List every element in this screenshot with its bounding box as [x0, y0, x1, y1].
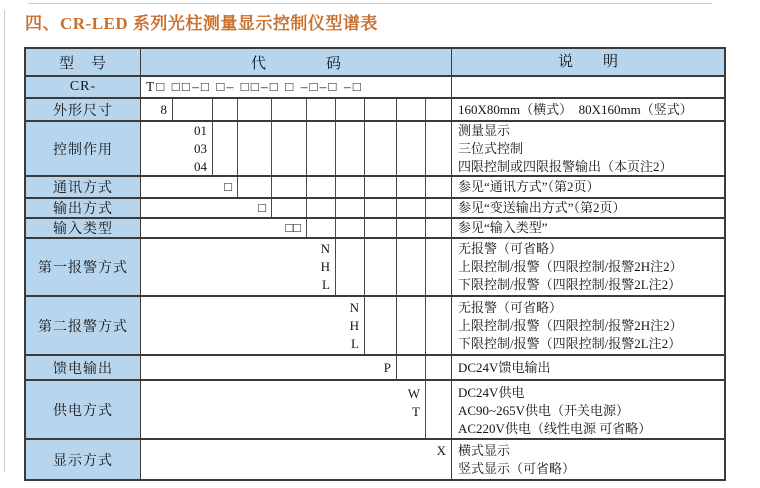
grid-vline — [425, 99, 426, 120]
grid-vline — [396, 177, 397, 197]
grid-vline — [237, 122, 238, 175]
code-cell — [140, 356, 452, 379]
grid-vline — [396, 122, 397, 175]
grid-vline — [364, 122, 365, 175]
grid-vline — [396, 219, 397, 237]
grid-vline — [335, 239, 336, 295]
grid-vline — [237, 177, 238, 197]
row-label: 输入类型 — [26, 219, 140, 237]
header-code: 代 码 — [140, 49, 452, 75]
grid-vline — [306, 122, 307, 175]
row-desc: 参见“输入类型” — [458, 220, 548, 235]
code-value: P — [383, 359, 391, 375]
code-cell — [140, 239, 452, 295]
grid-vline — [364, 99, 365, 120]
row-desc: 测量显示 三位式控制 四限控制或四限报警输出（本页注2） — [458, 122, 673, 174]
grid-vline — [237, 99, 238, 120]
table-row-feed-output — [26, 354, 724, 379]
code-pattern: T□ □□–□ □– □□–□ □ –□–□ –□ — [140, 77, 452, 97]
grid-vline — [425, 199, 426, 217]
code-cell — [140, 219, 452, 237]
code-cell — [140, 99, 452, 120]
page-edge-left-line — [4, 10, 5, 472]
grid-vline — [425, 239, 426, 295]
grid-vline — [335, 177, 336, 197]
code-value: N H L — [349, 299, 359, 351]
table-header-row — [26, 49, 724, 75]
grid-vline — [364, 219, 365, 237]
table-row-alarm-1 — [26, 237, 724, 295]
row-label: 第二报警方式 — [26, 297, 140, 354]
code-value: □ — [224, 179, 232, 194]
grid-vline — [172, 99, 173, 120]
code-cell — [140, 177, 452, 197]
grid-vline — [425, 219, 426, 237]
code-cell — [140, 381, 452, 438]
grid-vline — [396, 99, 397, 120]
row-desc: 横式显示 竖式显示（可省略） — [458, 442, 576, 476]
code-value: N H L — [320, 241, 330, 292]
row-desc: 160X80mm（横式） 80X160mm（竖式） — [458, 101, 693, 117]
grid-vline — [396, 297, 397, 354]
row-desc: 参见“通讯方式”（第2页） — [458, 179, 600, 194]
page-title: 四、CR-LED 系列光柱测量显示控制仪型谱表 — [25, 14, 378, 33]
code-cell — [140, 199, 452, 217]
grid-vline — [271, 199, 272, 217]
grid-vline — [396, 199, 397, 217]
row-label: 供电方式 — [26, 381, 140, 438]
grid-vline — [271, 177, 272, 197]
grid-vline — [306, 99, 307, 120]
grid-vline — [306, 199, 307, 217]
header-desc: 说 明 — [452, 49, 724, 75]
row-label: 显示方式 — [26, 440, 140, 479]
table-row-communication — [26, 175, 724, 197]
grid-vline — [364, 177, 365, 197]
grid-vline — [425, 297, 426, 354]
row-label: 通讯方式 — [26, 177, 140, 197]
grid-vline — [364, 239, 365, 295]
code-value: □ — [258, 200, 266, 215]
table-row-display-mode — [26, 438, 724, 479]
grid-vline — [425, 122, 426, 175]
table-row-alarm-2 — [26, 295, 724, 354]
grid-vline — [425, 356, 426, 379]
code-value: W T — [407, 386, 420, 419]
grid-vline — [335, 199, 336, 217]
grid-vline — [212, 122, 213, 175]
code-value: X — [436, 443, 446, 458]
model-spec-table — [24, 47, 726, 481]
grid-vline — [335, 99, 336, 120]
grid-vline — [425, 177, 426, 197]
row-label: 输出方式 — [26, 199, 140, 217]
grid-vline — [306, 177, 307, 197]
code-value: 8 — [160, 101, 167, 117]
grid-vline — [396, 239, 397, 295]
table-row-dimensions — [26, 97, 724, 120]
table-row-input-type — [26, 217, 724, 237]
grid-vline — [335, 219, 336, 237]
row-desc: 无报警（可省略） 上限控制/报警（四限控制/报警2H注2） 下限控制/报警（四限控制/报警2L注2） — [458, 241, 683, 292]
grid-vline — [271, 122, 272, 175]
table-row-cr-prefix — [26, 75, 724, 97]
table-row-output-mode — [26, 197, 724, 217]
header-model: 型 号 — [26, 49, 140, 75]
row-label: 控制作用 — [26, 122, 140, 175]
code-cell — [140, 440, 452, 479]
grid-vline — [396, 356, 397, 379]
grid-vline — [335, 122, 336, 175]
grid-vline — [364, 297, 365, 354]
row-desc: DC24V馈电输出 — [458, 359, 551, 375]
grid-vline — [306, 219, 307, 237]
table-row-control-function — [26, 120, 724, 175]
row-desc: 参见“变送输出方式”（第2页） — [458, 200, 626, 215]
grid-vline — [425, 381, 426, 438]
row-label: CR- — [26, 77, 140, 97]
code-cell — [140, 297, 452, 354]
page-edge-top-line — [28, 3, 712, 4]
row-label: 外形尺寸 — [26, 99, 140, 120]
row-desc: 无报警（可省略） 上限控制/报警（四限控制/报警2H注2） 下限控制/报警（四限控制/报警2L注2） — [458, 299, 683, 351]
grid-vline — [271, 99, 272, 120]
row-label: 第一报警方式 — [26, 239, 140, 295]
code-value: 01 03 04 — [194, 122, 207, 174]
row-label: 馈电输出 — [26, 356, 140, 379]
row-desc: DC24V供电 AC90~265V供电（开关电源） AC220V供电（线性电源 可省略） — [458, 385, 652, 436]
code-cell — [140, 122, 452, 175]
row-desc — [452, 77, 724, 97]
table-row-power-supply — [26, 379, 724, 438]
grid-vline — [364, 199, 365, 217]
code-value: □□ — [285, 220, 301, 235]
grid-vline — [212, 99, 213, 120]
